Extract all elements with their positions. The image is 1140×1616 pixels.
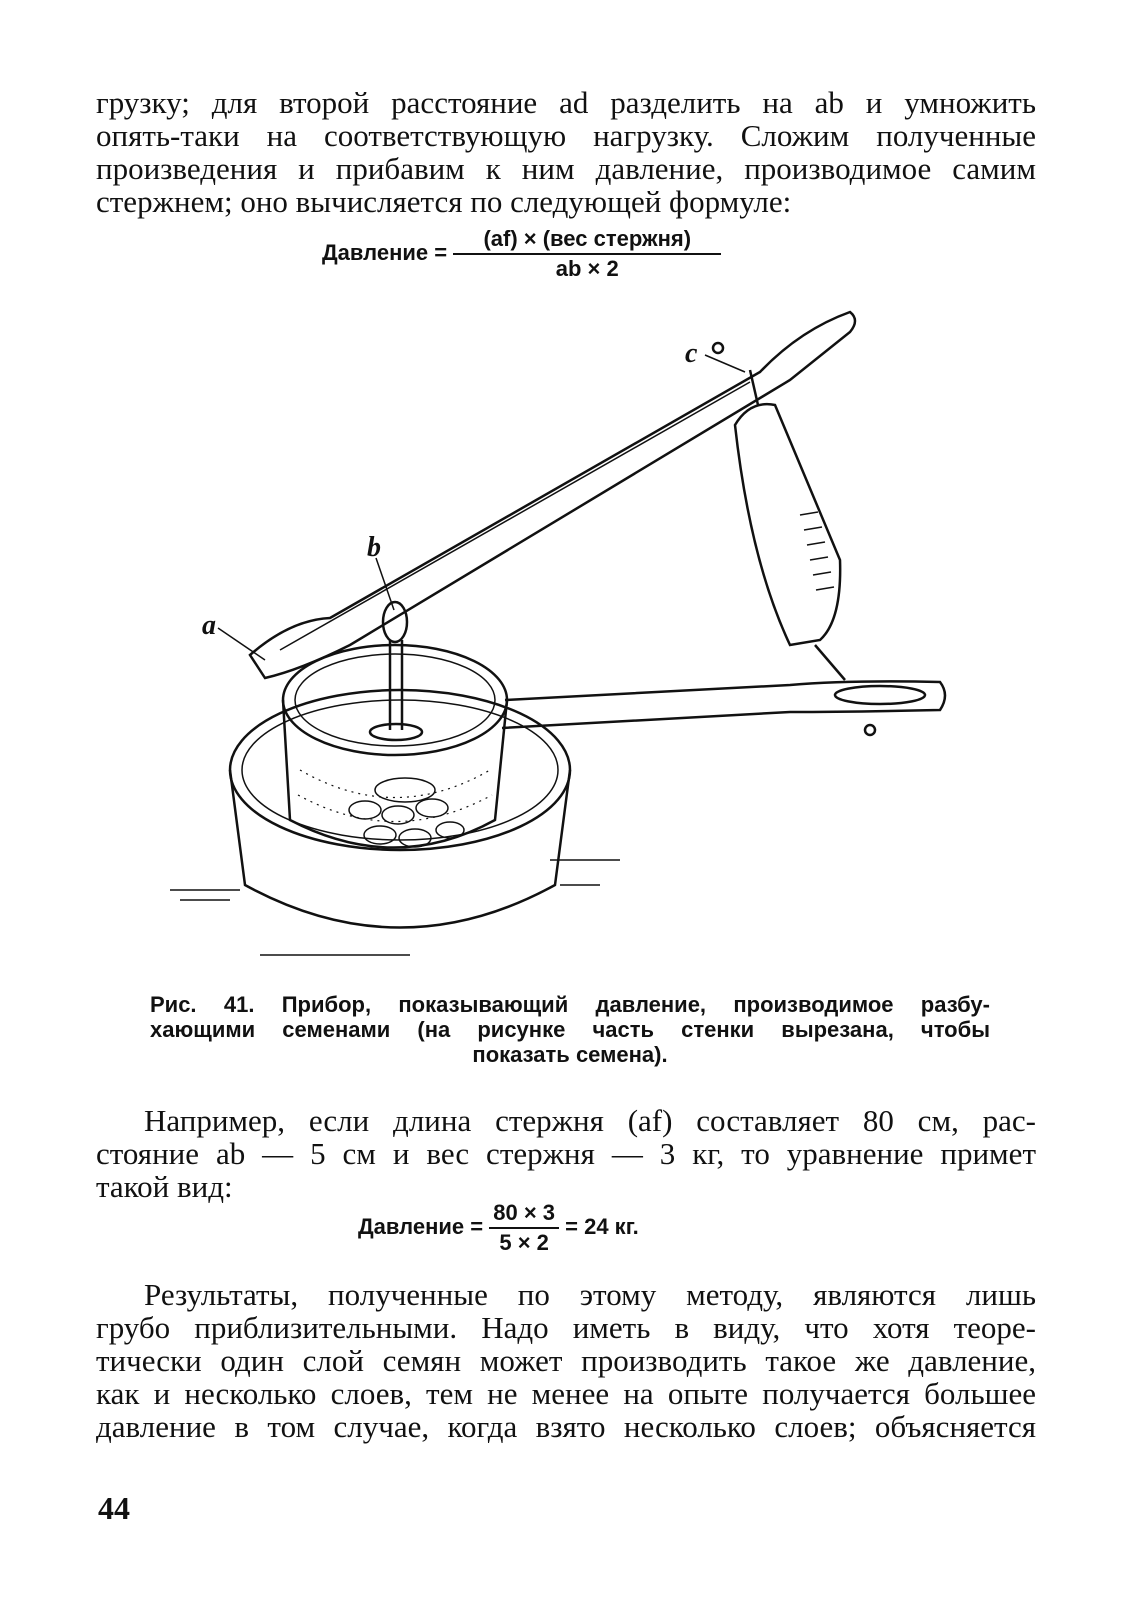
text-line: давление в том случае, когда взято несколько слоев; объясняется	[96, 1409, 1036, 1444]
figure-caption	[150, 992, 990, 1067]
text-line: произведения и прибавим к ним давление, производимое самим	[96, 151, 1036, 186]
lever-rod	[250, 312, 855, 678]
formula-denominator: ab × 2	[555, 256, 619, 281]
text-line: как и несколько слоев, тем не менее на опыте получается большее	[96, 1376, 1036, 1411]
seed-pressure-apparatus-illustration	[150, 300, 970, 980]
spring-balance	[735, 370, 845, 680]
caption-line: хающими семенами (на рисунке часть стенки вырезана, чтобы	[150, 1017, 990, 1042]
formula-equals: =	[470, 1213, 484, 1239]
text-line: такой вид:	[96, 1169, 233, 1204]
label-c: c	[685, 338, 698, 369]
caption-line: Рис. 41. Прибор, показывающий давление, производимое разбу-	[150, 992, 990, 1017]
formula-label: Давление	[322, 239, 429, 265]
ground-hatching	[170, 860, 620, 955]
text-line: Результаты, полученные по этому методу, являются лишь	[144, 1277, 1036, 1312]
text-line: Например, если длина стержня (af) составляет 80 см, рас-	[144, 1103, 1036, 1138]
formula-denominator: 5 × 2	[499, 1230, 549, 1255]
perforated-seed-cup	[283, 645, 507, 848]
top-paragraph	[96, 86, 1036, 218]
formula-equals: =	[434, 239, 448, 265]
text-line: опять-таки на соответствующую нагрузку. Сложим полученные	[96, 118, 1036, 153]
text-line: тически один слой семян может производить такое же давление,	[96, 1343, 1036, 1378]
pivot-c	[713, 343, 723, 353]
plunger-rod	[370, 602, 422, 740]
text-line: грузку; для второй расстояние ad разделить на ab и умножить	[96, 85, 1036, 120]
page-number: 44	[98, 1490, 130, 1526]
formula-result: = 24 кг.	[565, 1213, 639, 1239]
formula-fraction	[489, 1200, 559, 1256]
example-formula	[358, 1200, 639, 1256]
label-a: a	[202, 610, 216, 641]
cup-handle	[502, 681, 945, 735]
water-basin	[230, 690, 570, 928]
formula-fraction	[453, 226, 721, 282]
pointer-c	[705, 355, 745, 372]
formula-numerator: (af) × (вес стержня)	[453, 226, 721, 255]
example-paragraph	[96, 1104, 1036, 1203]
formula-label: Давление	[358, 1213, 465, 1239]
pointer-a	[218, 628, 265, 660]
text-line: стояние ab — 5 см и вес стержня — 3 кг, то уравнение примет	[96, 1136, 1036, 1171]
text-line: грубо приблизительными. Надо иметь в виду, что хотя теоре-	[96, 1310, 1036, 1345]
caption-line: показать семена).	[472, 1042, 668, 1067]
formula-numerator: 80 × 3	[489, 1200, 559, 1229]
label-b: b	[367, 532, 381, 563]
bottom-paragraph	[96, 1278, 1036, 1443]
text-line: стержнем; оно вычисляется по следующей формуле:	[96, 184, 792, 219]
pressure-formula	[322, 226, 721, 282]
